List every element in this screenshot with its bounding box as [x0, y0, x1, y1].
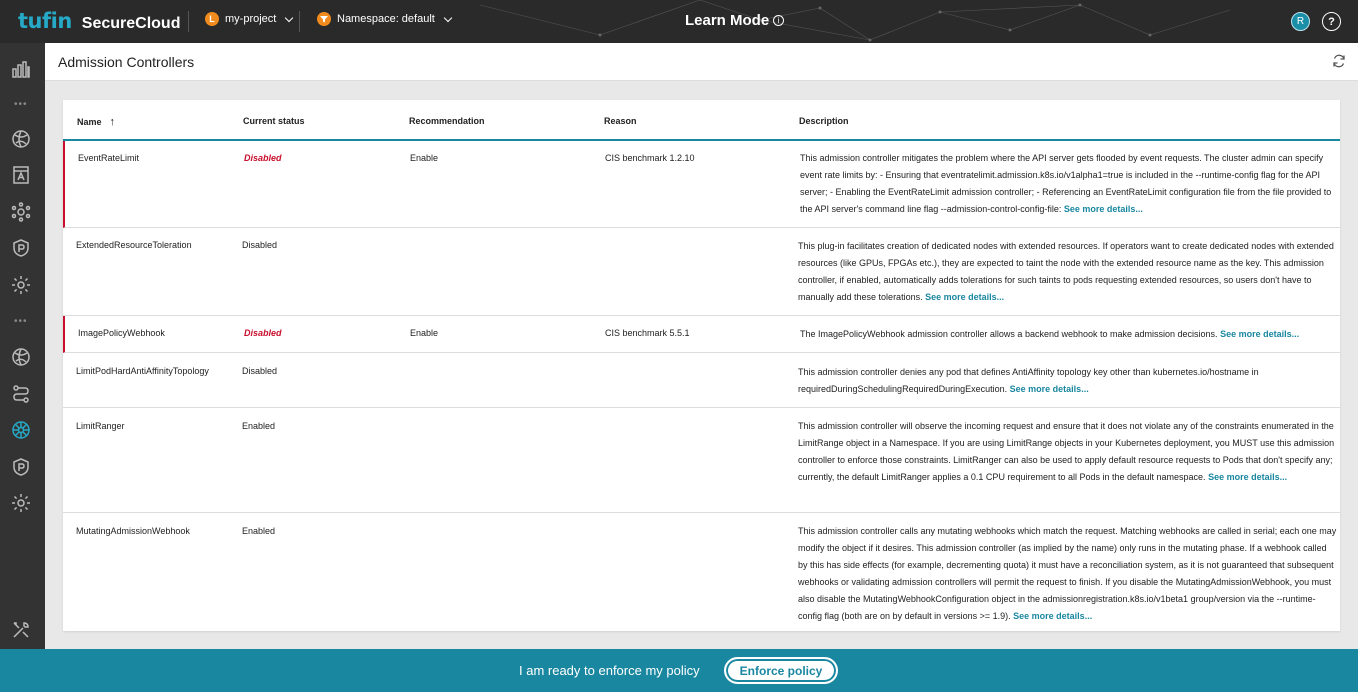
row-status: Enabled — [242, 526, 276, 536]
chevron-down-icon — [285, 13, 293, 21]
admission-controllers-icon[interactable] — [11, 420, 31, 440]
mode-title — [685, 12, 784, 29]
see-more-link[interactable]: See more details... — [1013, 611, 1093, 621]
table-row[interactable] — [63, 228, 1340, 316]
help-button[interactable]: ? — [1322, 12, 1341, 31]
row-recommendation: Enable — [410, 328, 439, 338]
bar-chart-icon[interactable] — [11, 59, 31, 79]
see-more-link[interactable]: See more details... — [1220, 329, 1300, 339]
see-more-link[interactable]: See more details... — [1208, 472, 1288, 482]
route-icon[interactable] — [11, 384, 31, 404]
project-badge: L — [205, 12, 219, 26]
namespace-label: Namespace: default — [337, 13, 435, 25]
section-divider-icon: ••• — [14, 316, 28, 327]
project-name: my-project — [225, 13, 277, 25]
row-description: The ImagePolicyWebhook admission controller allows a backend webhook to make admission decisions. See more details... — [800, 329, 1300, 339]
column-header-status[interactable]: Current status — [243, 116, 305, 126]
registry-icon[interactable] — [11, 165, 31, 185]
row-name: ExtendedResourceToleration — [76, 240, 192, 250]
policy-shield-icon[interactable] — [11, 457, 31, 477]
top-bar — [0, 0, 1358, 43]
tools-icon[interactable] — [11, 620, 31, 640]
section-divider-icon: ••• — [14, 99, 28, 110]
row-name: MutatingAdmissionWebhook — [76, 526, 190, 536]
cluster-icon[interactable] — [11, 202, 31, 222]
row-description: This admission controller will observe the incoming request and ensure that it does not violate any of the constraints enumerated in the LimitRange object in a Namespace. If you are using LimitRange objects in your Kubernetes deployment, you MUST use this admission controller to enforce those constraints. LimitRanger can also be used to apply default resource requests to Pods that don't specify any; currently, the default LimitRanger applies a 0.1 CPU requirement to all Pods in the default namespace. See more details... — [798, 421, 1335, 482]
table-row[interactable] — [63, 408, 1340, 513]
sidebar — [0, 43, 45, 649]
tufin-logo: tufin — [18, 9, 72, 33]
admission-controllers-table — [63, 100, 1340, 631]
row-name: LimitPodHardAntiAffinityTopology — [76, 366, 209, 376]
namespace-selector[interactable] — [317, 12, 451, 26]
row-name: EventRateLimit — [78, 153, 140, 163]
brand-logo[interactable] — [18, 9, 180, 33]
row-name: LimitRanger — [76, 421, 125, 431]
see-more-link[interactable]: See more details... — [1009, 384, 1089, 394]
column-header-description[interactable]: Description — [799, 116, 849, 126]
table-row[interactable] — [63, 316, 1340, 353]
column-header-reason[interactable]: Reason — [604, 116, 637, 126]
project-selector[interactable] — [205, 12, 292, 26]
row-status: Disabled — [242, 240, 278, 250]
enforce-policy-button[interactable]: Enforce policy — [724, 657, 838, 684]
row-status: Enabled — [242, 421, 276, 431]
chevron-down-icon — [444, 13, 452, 21]
avatar[interactable]: R — [1291, 12, 1310, 31]
row-description: This admission controller mitigates the problem where the API server gets flooded by event requests. The cluster admin can specify event rate limits by: - Ensuring that eventratelimit.admission.k8s.io/v1alpha1=true is included in the --runtime-config flag for the API server; - Enabling the EventRateLimit admission controller; - Referencing an EventRateLimit configuration file from the file provided to the API server's command line flag --admission-control-config-file: See more details... — [800, 153, 1332, 214]
refresh-icon[interactable] — [1332, 54, 1346, 68]
enforce-footer — [0, 649, 1358, 692]
column-header-name[interactable]: Name ↑ — [77, 116, 116, 128]
settings-gear-icon[interactable] — [11, 275, 31, 295]
info-icon[interactable]: i — [773, 15, 784, 26]
row-reason: CIS benchmark 5.5.1 — [605, 328, 690, 338]
divider — [188, 11, 189, 32]
row-description: This plug-in facilitates creation of dedicated nodes with extended resources. If operators want to create dedicated nodes with extended resources (like GPUs, FPGAs etc.), they are expected to taint the node with the extended resource name as the key. This admission controller, if enabled, automatically adds tolerations for such taints to pods requesting extended resources, so users don't have to manually add these tolerations. See more details... — [798, 241, 1334, 302]
table-header — [63, 100, 1340, 141]
row-status: Disabled — [244, 328, 282, 338]
product-name: SecureCloud — [81, 15, 181, 32]
divider — [299, 11, 300, 32]
table-row[interactable] — [63, 513, 1340, 631]
page-header — [45, 43, 1358, 81]
row-description: This admission controller denies any pod that defines AntiAffinity topology key other than kubernetes.io/hostname in requiredDuringSchedulingRequiredDuringExecution. See more details... — [798, 367, 1259, 394]
sort-ascending-icon[interactable]: ↑ — [109, 116, 116, 128]
globe-icon[interactable] — [11, 129, 31, 149]
row-description: This admission controller calls any mutating webhooks which match the request. Matching webhooks are called in serial; each one may modify the object if it desires. This admission controller (as implied by the name) only runs in the mutating phase. If a webhook called by this has side effects (for example, decrementing quota) it must have a reconciliation system, as it is not guaranteed that subsequent webhooks or validating admission controllers will permit the request to finish. If you disable the MutatingAdmissionWebhook, you must also disable the MutatingWebhookConfiguration object in the admissionregistration.k8s.io/v1beta1 group/version via the --runtime-config flag (both are on by default in versions >= 1.9). See more details... — [798, 526, 1337, 621]
row-reason: CIS benchmark 1.2.10 — [605, 153, 695, 163]
row-name: ImagePolicyWebhook — [78, 328, 165, 338]
table-row[interactable] — [63, 353, 1340, 408]
row-status: Disabled — [242, 366, 278, 376]
globe-icon[interactable] — [11, 347, 31, 367]
network-background-graphic — [0, 0, 1358, 43]
column-header-recommendation[interactable]: Recommendation — [409, 116, 485, 126]
row-recommendation: Enable — [410, 153, 439, 163]
see-more-link[interactable]: See more details... — [1063, 204, 1143, 214]
row-status: Disabled — [244, 153, 282, 163]
table-row[interactable] — [63, 141, 1340, 228]
see-more-link[interactable]: See more details... — [925, 292, 1005, 302]
filter-icon — [317, 12, 331, 26]
page-title: Admission Controllers — [58, 54, 195, 70]
mode-title-text: Learn Mode — [685, 12, 770, 29]
settings-gear-icon[interactable] — [11, 493, 31, 513]
enforce-message: I am ready to enforce my policy — [519, 663, 700, 678]
policy-shield-icon[interactable] — [11, 238, 31, 258]
